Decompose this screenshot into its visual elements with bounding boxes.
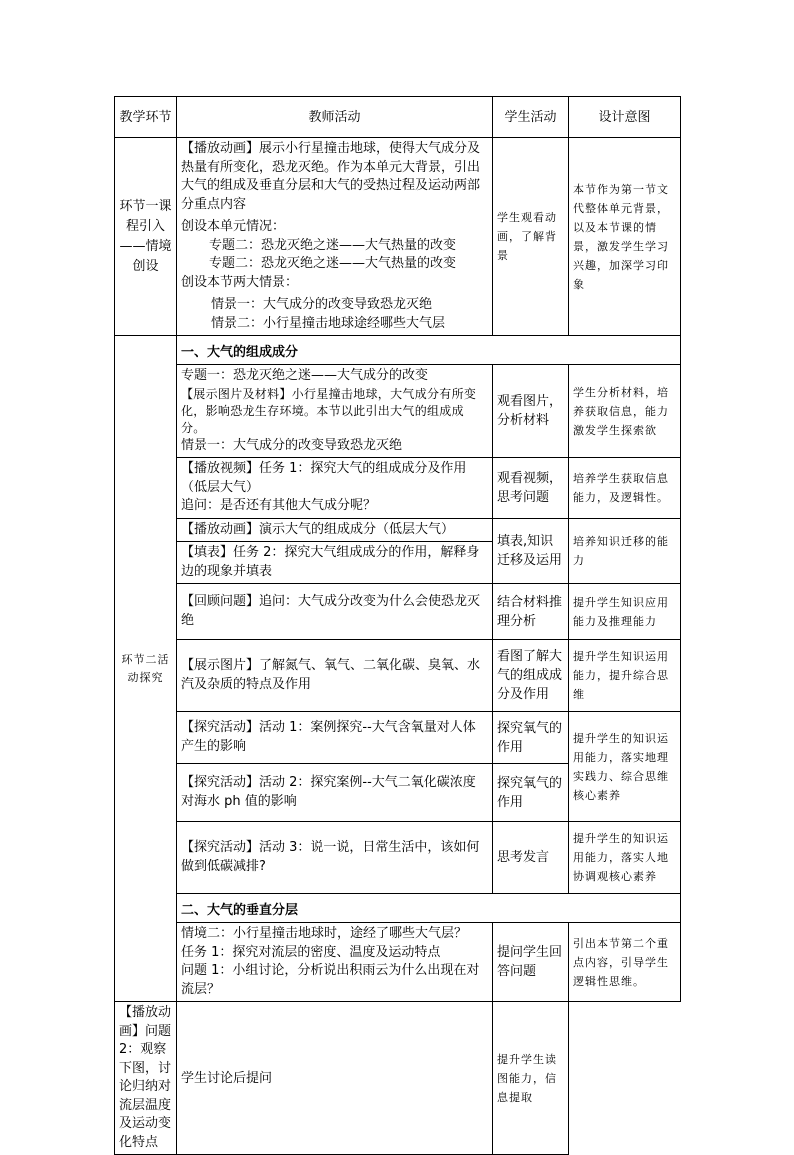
table-row (115, 458, 681, 519)
intro-stage-cell: 环节一课程引入——情境创设 (115, 138, 177, 336)
table-row (115, 1002, 681, 1155)
intent-cell: 提升学生知识运用能力，提升综合思维 (569, 640, 681, 712)
section1-heading: 一、大气的组成成分 (177, 336, 681, 365)
stage2-cell: 环节二活动探究 (115, 336, 177, 1002)
table-row (115, 365, 681, 458)
teacher-cell: 【探究活动】活动 1：案例探究--大气含氧量对人体产生的影响 (177, 712, 493, 764)
student-cell: 探究氧气的作用 (493, 764, 569, 822)
header-student: 学生活动 (493, 97, 569, 138)
teacher-cell: 【探究活动】活动 2：探究案例--大气二氧化碳浓度对海水 ph 值的影响 (177, 764, 493, 822)
table-row (115, 923, 681, 1002)
intent-cell: 提升学生读图能力，信息提取 (493, 1002, 569, 1155)
header-teacher: 教师活动 (177, 97, 493, 138)
intent-cell: 提升学生的知识运用能力，落实人地协调观核心素养 (569, 822, 681, 894)
teacher-cell: 【播放视频】任务 1：探究大气的组成成分及作用（低层大气） 追问：是否还有其他大气成分呢？ (177, 458, 493, 519)
teacher-cell: 【填表】任务 2：探究大气组成成分的作用，解释身边的现象并填表 (177, 542, 493, 584)
teacher-cell: 【播放动画】演示大气的组成成分（低层大气） (177, 518, 493, 542)
teacher-cell: 【回顾问题】追问：大气成分改变为什么会使恐龙灭绝 (177, 584, 493, 640)
teacher-cell: 情境二：小行星撞击地球时，途经了哪些大气层？ 任务 1：探究对流层的密度、温度及运动特点 问题 1：小组讨论，分析说出积雨云为什么出现在对流层？ (177, 923, 493, 1002)
intent-cell: 提升学生的知识运用能力，落实地理实践力、综合思维核心素养 (569, 712, 681, 822)
student-cell: 学生讨论后提问 (177, 1002, 493, 1155)
section1-row (115, 336, 681, 365)
student-cell: 看图了解大气的组成成分及作用 (493, 640, 569, 712)
header-stage: 教学环节 (115, 97, 177, 138)
intro-row (115, 138, 681, 336)
student-cell: 结合材料推理分析 (493, 584, 569, 640)
section2-heading: 二、大气的垂直分层 (177, 894, 681, 923)
intro-teacher-cell: 【播放动画】展示小行星撞击地球，使得大气成分及热量有所变化，恐龙灭绝。作为本单元大背景，引出大气的组成及垂直分层和大气的受热过程及运动两部分重点内容 创设本单元情况： 专题二：恐龙灭绝之迷——大气热量的改变 专题二：恐龙灭绝之迷——大气热量的改变 创设本节两大情景： 情景一：大气成分的改变导致恐龙灭绝 情景二：小行星撞击地球途经哪些大气层 (177, 138, 493, 336)
teacher-cell: 【播放动画】问题 2：观察下图，讨论归纳对流层温度及运动变化特点 (115, 1002, 177, 1155)
intent-cell: 培养学生获取信息能力，及逻辑性。 (569, 458, 681, 519)
student-cell: 探究氧气的作用 (493, 712, 569, 764)
header-intent: 设计意图 (569, 97, 681, 138)
intro-student-cell: 学生观看动画，了解背景 (493, 138, 569, 336)
teacher-cell: 专题一：恐龙灭绝之迷——大气成分的改变 【展示图片及材料】小行星撞击地球，大气成分有所变化，影响恐龙生存环境。本节以此引出大气的组成成分。 情景一：大气成分的改变导致恐龙灭绝 (177, 365, 493, 458)
intro-intent-cell: 本节作为第一节文代整体单元背景，以及本节课的情景，激发学生学习兴趣，加深学习印象 (569, 138, 681, 336)
student-cell: 提问学生回答问题 (493, 923, 569, 1002)
table-row (115, 518, 681, 542)
intent-cell: 学生分析材料，培养获取信息，能力激发学生探索欲 (569, 365, 681, 458)
table-row (115, 822, 681, 894)
student-cell: 思考发言 (493, 822, 569, 894)
lesson-plan-table (114, 96, 681, 1155)
intent-cell: 引出本节第二个重点内容，引导学生逻辑性思维。 (569, 923, 681, 1002)
teacher-cell: 【展示图片】了解氮气、氧气、二氧化碳、臭氧、水汽及杂质的特点及作用 (177, 640, 493, 712)
intent-cell: 提升学生知识应用能力及推理能力 (569, 584, 681, 640)
section2-row (115, 894, 681, 923)
header-row (115, 97, 681, 138)
table-row (115, 640, 681, 712)
student-cell: 观看视频，思考问题 (493, 458, 569, 519)
teacher-cell: 【探究活动】活动 3：说一说，日常生活中，该如何做到低碳减排? (177, 822, 493, 894)
student-cell: 观看图片，分析材料 (493, 365, 569, 458)
table-row (115, 584, 681, 640)
student-cell: 填表,知识迁移及运用 (493, 518, 569, 584)
intent-cell: 培养知识迁移的能力 (569, 518, 681, 584)
table-row (115, 712, 681, 764)
